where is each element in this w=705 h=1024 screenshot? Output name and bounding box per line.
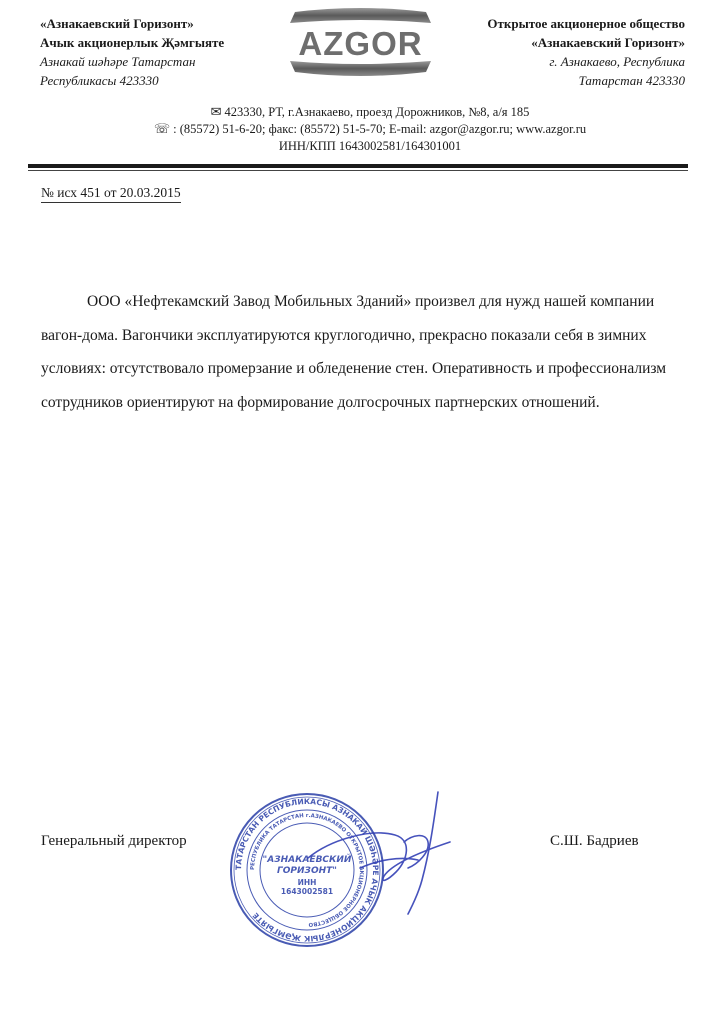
header-left-type: Ачык акционерлык Җәмгыяте: [40, 35, 225, 50]
header-left-city: Азнакай шәһәре Татарстан: [40, 54, 196, 69]
header-right-company: «Азнакаевский Горизонт»: [531, 35, 685, 50]
header-left-company: «Азнакаевский Горизонт»: [40, 16, 194, 31]
header-right-block: [445, 14, 685, 90]
stamp-outer-ring-text: ТАТАРСТАН РЕСПУБЛИКАСЫ АЗНАКАЙ ШӘҺӘРЕ АЧЫК АКЦИОНЕРЛЫК ҖӘМГЫЯТЕ: [233, 796, 381, 944]
envelope-icon: ✉: [210, 105, 222, 120]
letter-paragraph: ООО «Нефтекамский Завод Мобильных Зданий» произвел для нужд нашей компании вагон-дома. Вагончики эксплуатируются круглогодично, прекрасно показали себя в зимних условиях: отсутствовало промерзание и обледенение стен. Оперативность и профессионализм сотрудников ориентируют на формирование долгосрочных партнерских отношений.: [41, 293, 667, 411]
azgor-logo: [283, 8, 438, 76]
signer-name: С.Ш. Бадриев: [550, 833, 639, 849]
signer-role: Генеральный директор: [41, 833, 187, 849]
header-left-postcode: Республикасы 423330: [40, 73, 159, 88]
contact-phone: : (85572) 51-6-20; факс: (85572) 51-5-70; E-mail: azgor@azgor.ru; www.azgor.ru: [173, 122, 587, 136]
contact-inn-line: [100, 137, 640, 155]
contact-address: 423330, РТ, г.Азнакаево, проезд Дорожников, №8, а/я 185: [224, 105, 530, 119]
header-divider-thick: [28, 164, 688, 168]
stamp-center-line3: ИНН: [297, 878, 317, 887]
header-right-type: Открытое акционерное общество: [487, 16, 685, 31]
stamp-center-line2: ГОРИЗОНТ": [277, 866, 337, 876]
header-divider-thin: [28, 170, 688, 171]
header-left-block: [40, 14, 280, 90]
header-right-city: г. Азнакаево, Республика: [549, 54, 685, 69]
outgoing-reference: № исх 451 от 20.03.2015: [41, 184, 181, 203]
stamp-center-line1: "АЗНАКАЕВСКИЙ: [262, 855, 352, 865]
header-right-postcode: Татарстан 423330: [578, 73, 685, 88]
stamp-center-line4: 1643002581: [280, 887, 334, 896]
handwritten-signature: [297, 780, 470, 920]
stamp-inner-ring-text: РЕСПУБЛИКА ТАТАРСТАН г.АЗНАКАЕВО ОТКРЫТОЕ АКЦИОНЕРНОЕ ОБЩЕСТВО: [249, 812, 365, 928]
contact-inn: ИНН/КПП 1643002581/164301001: [278, 139, 462, 153]
logo-text: AZGOR: [298, 25, 423, 62]
phone-icon: ☏: [153, 122, 171, 137]
letter-body: [41, 285, 671, 419]
